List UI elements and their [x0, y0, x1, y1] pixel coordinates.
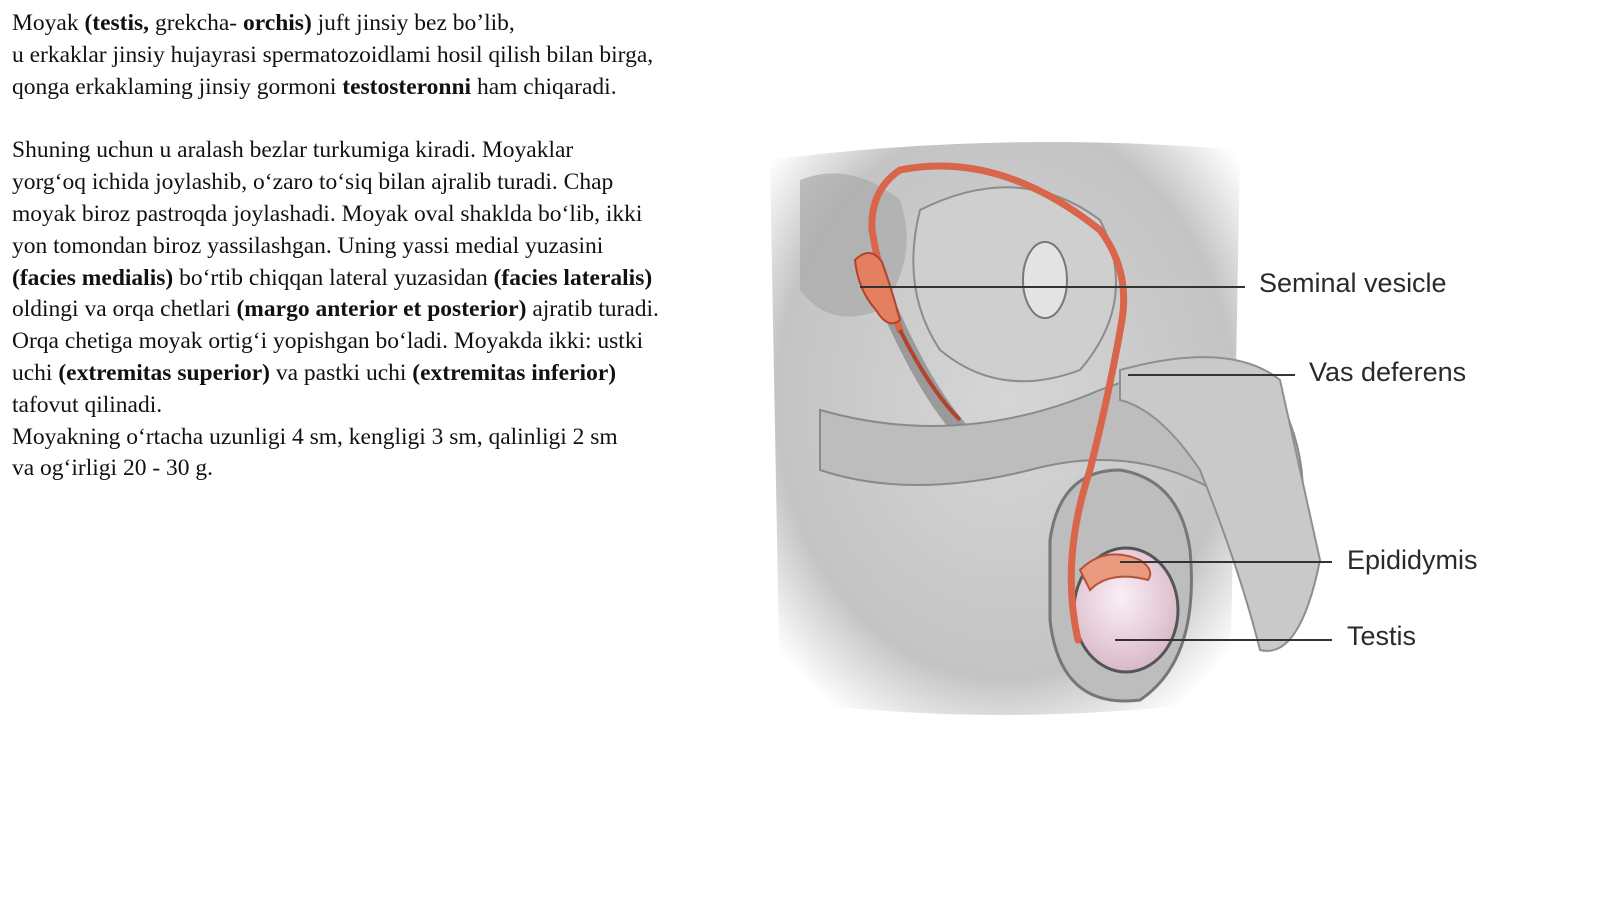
- text-run: moyak biroz pastroqda joylashadi. Moyak oval shaklda bo‘lib, ikki: [12, 200, 643, 227]
- text-run: Moyak: [12, 10, 85, 36]
- text-run: va og‘irligi 20 - 30 g.: [12, 455, 214, 482]
- label-testis: Testis: [1347, 621, 1417, 651]
- text-line: [12, 358, 752, 390]
- pubic-bone: [1023, 242, 1067, 318]
- label-epididymis: Epididymis: [1347, 545, 1478, 575]
- text-line: [12, 263, 752, 295]
- text-run: yon tomondan biroz yassilashgan. Uning yassi medial yuzasini: [12, 232, 604, 259]
- text-line: [12, 422, 752, 454]
- text-run: uchi: [12, 359, 59, 386]
- bold-term: (testis,: [84, 10, 150, 36]
- text-run: u erkaklar jinsiy hujayrasi spermatozoidlami hosil qilish bilan birga,: [12, 41, 654, 68]
- bold-term: testosteronni: [342, 73, 472, 100]
- text-line: [12, 199, 752, 231]
- text-line: [12, 294, 752, 326]
- text-line: [12, 167, 752, 199]
- bold-term: (extremitas inferior): [412, 359, 617, 386]
- text-run: yorg‘oq ichida joylashib, o‘zaro to‘siq bilan ajralib turadi. Chap: [12, 169, 614, 196]
- text-run: Moyakning o‘rtacha uzunligi 4 sm, kengligi 3 sm, qalinligi 2 sm: [12, 423, 618, 450]
- text-line: [12, 135, 752, 167]
- text-line: [12, 8, 752, 40]
- paragraph-gap: [12, 103, 752, 135]
- label-seminal-vesicle: Seminal vesicle: [1259, 268, 1447, 298]
- anatomy-figure: [760, 140, 1540, 730]
- bold-term: (extremitas superior): [58, 359, 270, 386]
- text-run: bo‘rtib chiqqan lateral yuzasidan: [173, 264, 494, 291]
- anatomy-illustration: [760, 140, 1540, 730]
- text-run: Shuning uchun u aralash bezlar turkumiga kiradi. Moyaklar: [12, 137, 574, 164]
- text-line: [12, 326, 752, 358]
- text-line: [12, 231, 752, 263]
- text-line: [12, 453, 752, 485]
- text-run: juft jinsiy bez bo’lib,: [311, 10, 515, 36]
- text-line: [12, 72, 752, 104]
- bold-term: (facies medialis): [12, 264, 174, 291]
- label-vas-deferens: Vas deferens: [1309, 357, 1467, 387]
- text-run: grekcha-: [149, 10, 244, 36]
- text-line: [12, 40, 752, 72]
- text-line: [12, 390, 752, 422]
- text-body: [12, 8, 752, 485]
- text-run: qonga erkaklaming jinsiy gormoni: [12, 73, 343, 100]
- text-run: Orqa chetiga moyak ortig‘i yopishgan bo‘ladi. Moyakda ikki: ustki: [12, 328, 644, 355]
- bold-term: (margo anterior et posterior): [236, 296, 527, 323]
- text-run: oldingi va orqa chetlari: [12, 296, 237, 323]
- text-run: ham chiqaradi.: [471, 73, 617, 100]
- text-run: tafovut qilinadi.: [12, 391, 163, 418]
- bold-term: orchis): [243, 10, 312, 36]
- text-run: va pastki uchi: [270, 359, 413, 386]
- text-run: ajratib turadi.: [526, 296, 659, 323]
- bold-term: (facies lateralis): [493, 264, 653, 291]
